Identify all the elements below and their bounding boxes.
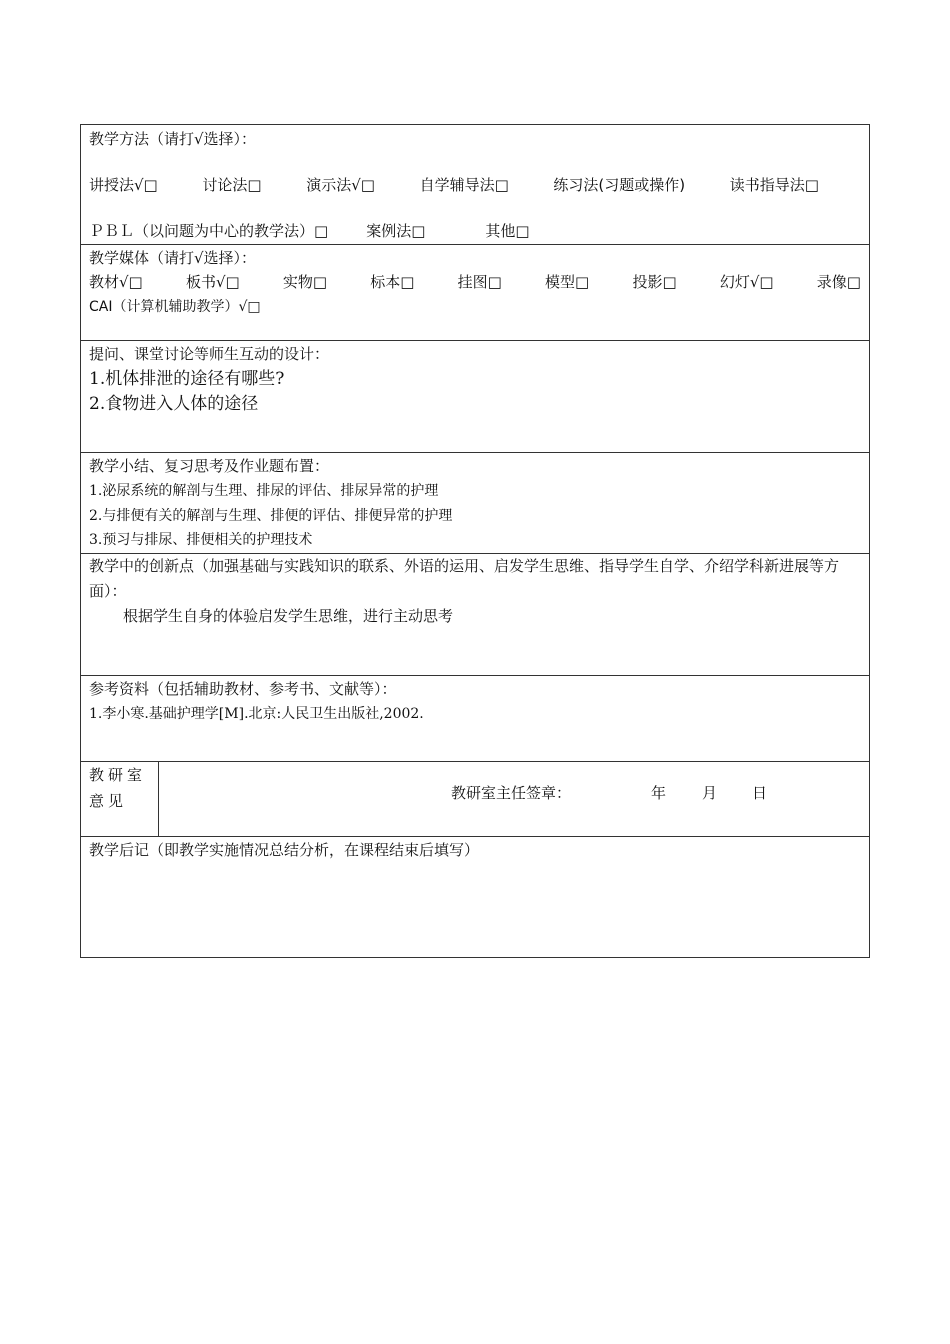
postscript-title: 教学后记（即教学实施情况总结分析，在课程结束后填写） xyxy=(89,841,480,859)
interaction-item-1: 1.机体排泄的途径有哪些? xyxy=(89,369,285,389)
references-title: 参考资料（包括辅助教材、参考书、文献等）： xyxy=(89,680,397,698)
teaching-media-title: 教学媒体（请打√选择）： xyxy=(89,249,257,267)
media-cai[interactable]: CAI（计算机辅助教学）√□ xyxy=(89,299,261,315)
teaching-media-section xyxy=(81,245,869,341)
media-specimen[interactable]: 标本□ xyxy=(370,273,415,291)
teaching-methods-section xyxy=(81,125,869,245)
summary-item-1: 1.泌尿系统的解剖与生理、排尿的评估、排尿异常的护理 xyxy=(89,483,439,499)
opinion-label xyxy=(81,762,159,836)
interaction-section xyxy=(81,341,869,453)
media-model[interactable]: 模型□ xyxy=(545,273,590,291)
reference-item-1: 1.李小寒.基础护理学[M].北京:人民卫生出版社,2002. xyxy=(89,706,424,722)
method-lecture[interactable]: 讲授法√□ xyxy=(89,176,158,194)
opinion-section xyxy=(81,762,869,837)
media-blackboard[interactable]: 板书√□ xyxy=(185,273,240,291)
opinion-label-line2: 意见 xyxy=(89,792,128,810)
summary-item-3: 3.预习与排尿、排便相关的护理技术 xyxy=(89,532,313,548)
opinion-label-line1: 教研室 xyxy=(89,766,147,784)
postscript-section xyxy=(81,837,869,957)
lesson-plan-form xyxy=(80,124,870,958)
teaching-methods-title: 教学方法（请打√选择）： xyxy=(89,130,257,148)
media-slides[interactable]: 幻灯√□ xyxy=(719,273,774,291)
method-pbl[interactable]: ＰＢＬ（以问题为中心的教学法）□ xyxy=(89,222,329,240)
summary-title: 教学小结、复习思考及作业题布置： xyxy=(89,457,330,475)
method-self-study[interactable]: 自学辅导法□ xyxy=(419,176,509,194)
teaching-methods-row2 xyxy=(89,221,861,241)
innovation-title: 教学中的创新点（加强基础与实践知识的联系、外语的运用、启发学生思维、指导学生自学、介绍学科新进展等方面）： xyxy=(89,557,840,600)
media-wall-chart[interactable]: 挂图□ xyxy=(457,273,502,291)
innovation-content: 根据学生自身的体验启发学生思维，进行主动思考 xyxy=(123,607,454,625)
method-demonstration[interactable]: 演示法√□ xyxy=(306,176,375,194)
method-case[interactable]: 案例法□ xyxy=(366,222,426,240)
summary-item-2: 2.与排便有关的解剖与生理、排便的评估、排便异常的护理 xyxy=(89,508,453,524)
director-signature-label: 教研室主任签章： xyxy=(451,784,572,802)
references-section xyxy=(81,676,869,762)
media-projection[interactable]: 投影□ xyxy=(632,273,677,291)
method-discussion[interactable]: 讨论法□ xyxy=(202,176,262,194)
interaction-item-2: 2.食物进入人体的途径 xyxy=(89,394,259,414)
media-real-object[interactable]: 实物□ xyxy=(282,273,328,291)
method-reading-guidance[interactable]: 读书指导法□ xyxy=(729,176,819,194)
method-other[interactable]: 其他□ xyxy=(485,222,530,240)
sign-day: 日 xyxy=(752,784,768,802)
summary-section xyxy=(81,453,869,554)
teaching-methods-row1 xyxy=(89,175,819,195)
innovation-section xyxy=(81,554,869,676)
media-video[interactable]: 录像□ xyxy=(816,273,861,291)
sign-year: 年 xyxy=(651,784,667,802)
teaching-media-row1 xyxy=(89,272,861,292)
sign-month: 月 xyxy=(702,784,718,802)
method-practice[interactable]: 练习法(习题或操作) xyxy=(553,176,686,194)
interaction-title: 提问、课堂讨论等师生互动的设计： xyxy=(89,345,330,363)
media-textbook[interactable]: 教材√□ xyxy=(89,273,143,291)
